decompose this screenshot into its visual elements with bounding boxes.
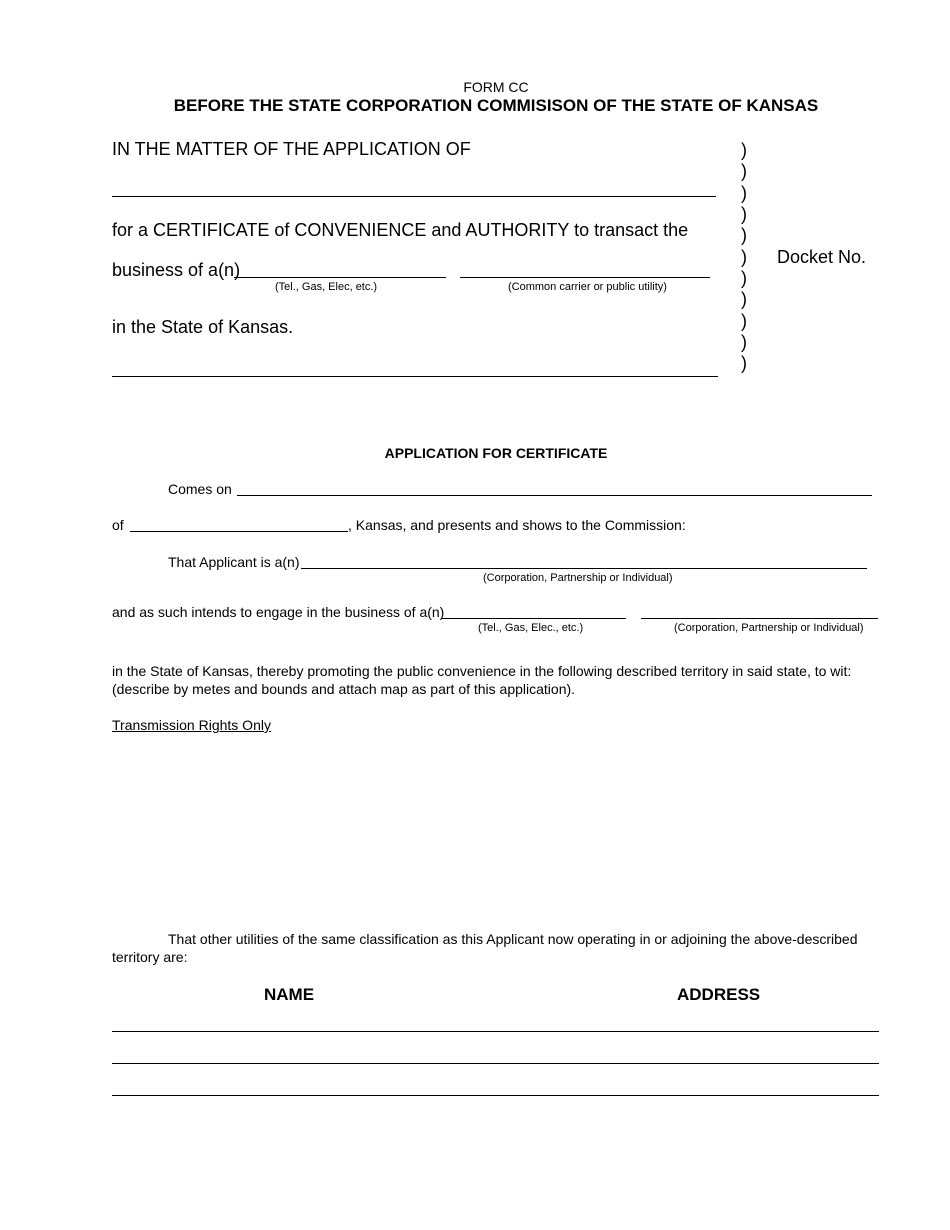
comes-on-field[interactable] — [237, 495, 872, 496]
carrier-type-field[interactable] — [460, 277, 710, 278]
utility-row-line[interactable] — [112, 1031, 879, 1032]
transmission-rights: Transmission Rights Only — [112, 717, 271, 733]
paren: ) — [741, 183, 747, 203]
city-field[interactable] — [130, 531, 348, 532]
paren: ) — [741, 353, 747, 373]
application-title: APPLICATION FOR CERTIFICATE — [384, 445, 608, 461]
applicant-name-field[interactable] — [112, 196, 716, 197]
paren: ) — [741, 204, 747, 224]
page-title: BEFORE THE STATE CORPORATION COMMISISON OF THE STATE OF KANSAS — [173, 96, 819, 115]
kansas-presents-text: , Kansas, and presents and shows to the Commission: — [348, 517, 686, 533]
other-utilities-text-2: territory are: — [112, 949, 188, 965]
entity-caption: (Corporation, Partnership or Individual) — [483, 572, 673, 584]
territory-text-1: in the State of Kansas, thereby promoting the public convenience in the following described territory in said state, to wit: — [112, 663, 852, 679]
intends-label: and as such intends to engage in the business of a(n) — [112, 604, 445, 620]
business-type-field[interactable] — [234, 277, 446, 278]
business-type-caption: (Tel., Gas, Elec, etc.) — [275, 281, 378, 293]
applicant-entity-field[interactable] — [301, 568, 867, 569]
territory-text-2: (describe by metes and bounds and attach map as part of this application). — [112, 681, 576, 697]
name-column-header: NAME — [264, 985, 315, 1004]
matter-heading: IN THE MATTER OF THE APPLICATION OF — [112, 139, 471, 159]
of-label: of — [112, 517, 124, 533]
entity-field-2[interactable] — [641, 618, 878, 619]
paren: ) — [741, 311, 747, 331]
state-line: in the State of Kansas. — [112, 317, 294, 337]
caption-bottom-field[interactable] — [112, 376, 718, 377]
certificate-line: for a CERTIFICATE of CONVENIENCE and AUTHORITY to transact the — [112, 220, 689, 240]
business-type-field-2[interactable] — [442, 618, 626, 619]
business-type-caption-2: (Tel., Gas, Elec., etc.) — [478, 622, 584, 634]
entity-caption-2: (Corporation, Partnership or Individual) — [674, 622, 864, 634]
utility-row-line[interactable] — [112, 1063, 879, 1064]
paren: ) — [741, 140, 747, 160]
paren: ) — [741, 289, 747, 309]
carrier-type-caption: (Common carrier or public utility) — [508, 281, 667, 293]
paren: ) — [741, 332, 747, 352]
paren: ) — [741, 161, 747, 181]
applicant-is-label: That Applicant is a(n) — [168, 554, 300, 570]
utility-row-line[interactable] — [112, 1095, 879, 1096]
paren: ) — [741, 225, 747, 245]
other-utilities-text-1: That other utilities of the same classification as this Applicant now operating in or adjoining the above-described — [168, 931, 858, 947]
form-id: FORM CC — [463, 79, 529, 95]
address-column-header: ADDRESS — [677, 985, 761, 1004]
business-label: business of a(n) — [112, 260, 241, 280]
comes-on-label: Comes on — [168, 481, 232, 497]
paren: ) — [741, 247, 747, 267]
paren: ) — [741, 268, 747, 288]
docket-label: Docket No. — [777, 247, 867, 267]
